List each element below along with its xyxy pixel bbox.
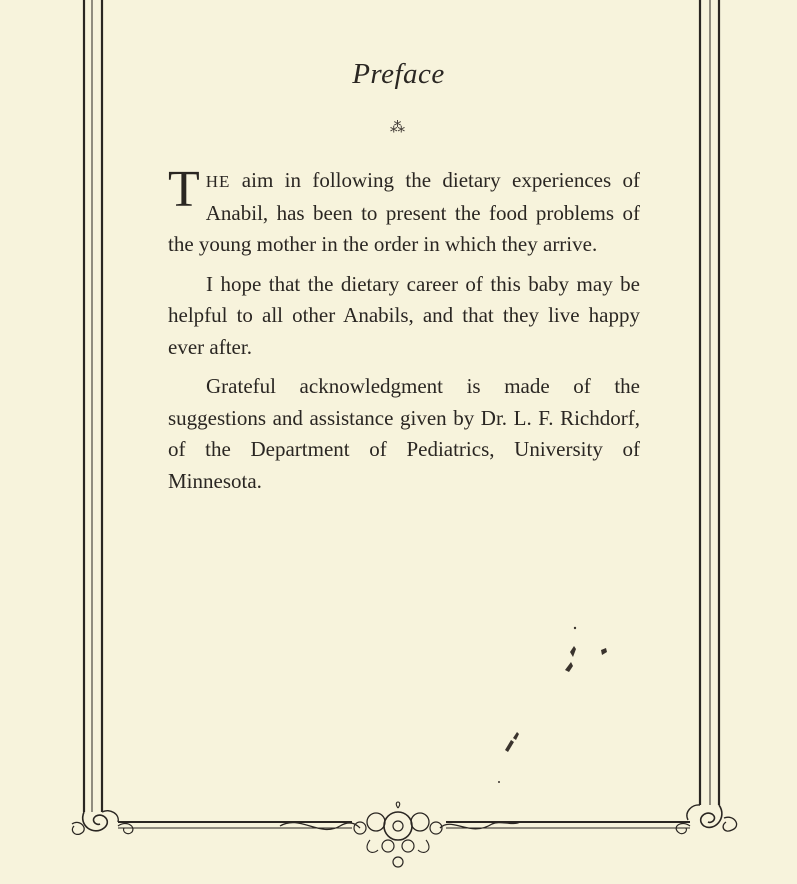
paragraph-1 [168,161,640,261]
paragraph-3: Grateful acknowledgment is made of the suggestions and assistance given by Dr. L. F. Richdorf, of the Department of Pediatrics, University of Minnesota. [168,374,640,493]
drop-cap: T [168,161,200,218]
asterism-ornament: ⁂ [390,118,407,136]
page-title: Preface [352,58,445,90]
paragraph-1-text: aim in following the dietary experiences of Anabil, has been to present the food problems of the young mother in the order in which they arrive. [168,168,640,256]
preface-body [168,161,640,505]
ink-specks [495,620,625,790]
paragraph-2: I hope that the dietary career of this baby may be helpful to all other Anabils, and that they live happy ever after. [168,271,640,359]
small-caps-lead: HE [205,172,231,191]
